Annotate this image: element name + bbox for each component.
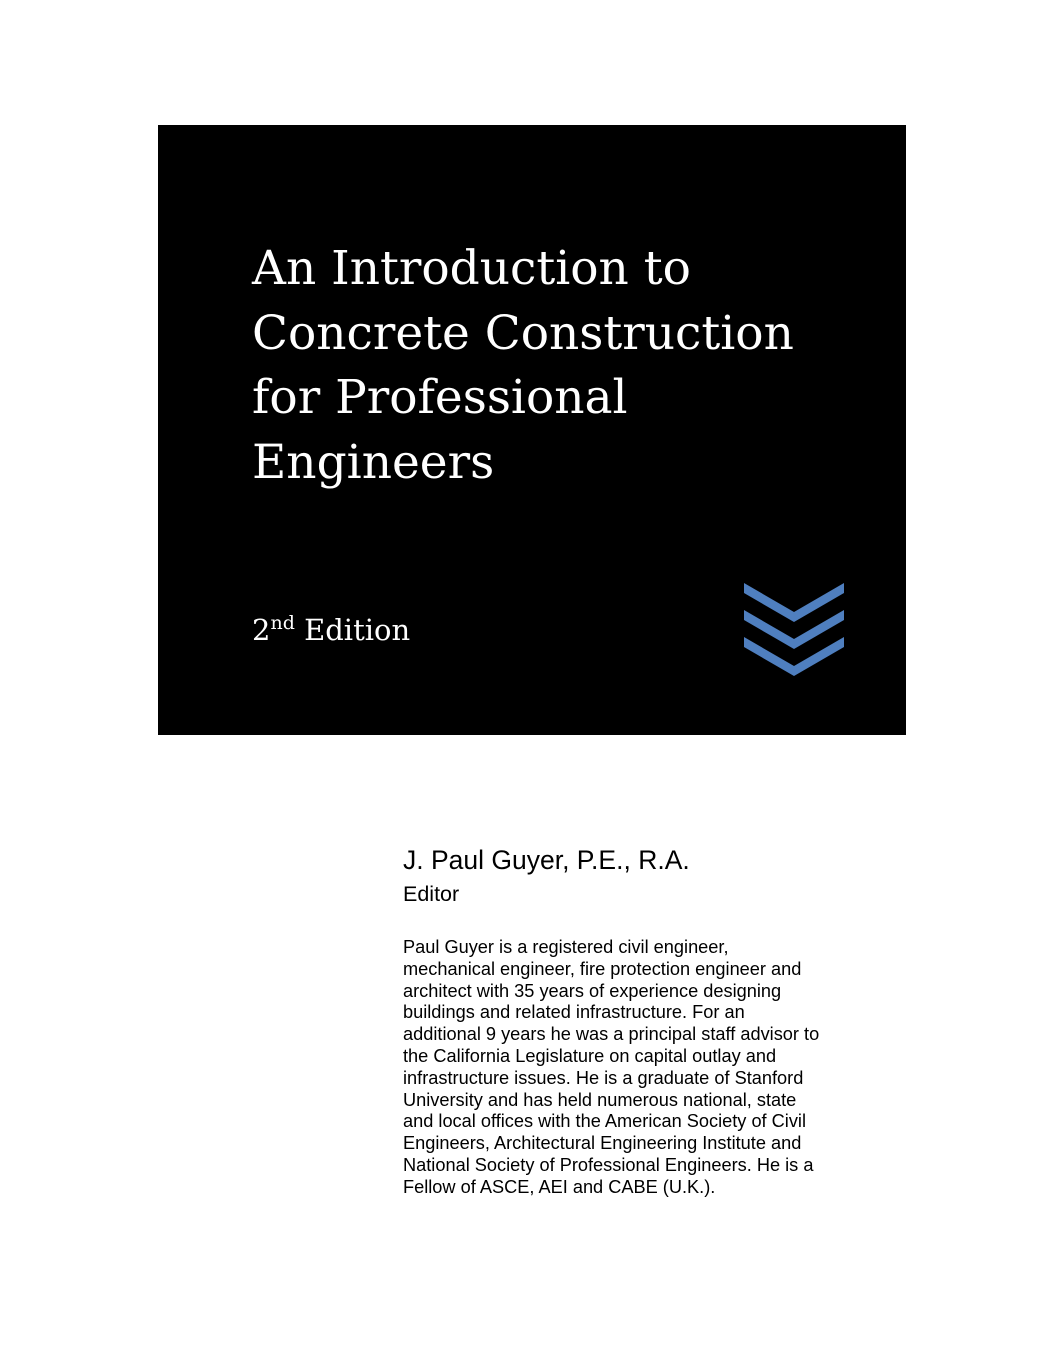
bio-line: the California Legislature on capital outlay and [403,1045,777,1066]
book-title [252,237,852,495]
author-name: J. Paul Guyer, P.E., R.A. [403,845,690,875]
book-title-line: for Professional [252,370,628,425]
edition-label [252,610,410,650]
book-title-line: Concrete Construction [252,305,794,361]
bio-line: Engineers, Architectural Engineering Institute and [403,1133,802,1154]
author-role: Editor [403,882,460,906]
bio-line: and local offices with the American Society of Civil [403,1111,807,1132]
bio-line: National Society of Professional Engineers. He is a [403,1154,814,1175]
author-block [403,842,863,1197]
book-title-line: An Introduction to [252,241,691,296]
bio-line: Fellow of ASCE, AEI and CABE (U.K.). [403,1176,716,1197]
bio-line: Paul Guyer is a registered civil engineer, [403,937,729,957]
book-title-line: Engineers [252,434,495,490]
bio-line: additional 9 years he was a principal staff advisor to [403,1024,820,1045]
triple-chevron-down-icon [744,583,844,678]
bio-line: University and has held numerous national, state [403,1089,797,1110]
bio-line: buildings and related infrastructure. For an [403,1002,745,1023]
bio-line: architect with 35 years of experience designing [403,980,782,1001]
edition-number: 2 [252,613,271,647]
edition-word: Edition [294,613,411,647]
edition-suffix: nd [270,612,295,634]
bio-line: mechanical engineer, fire protection engineer and [403,958,802,979]
author-bio [403,937,819,1199]
cover-panel [158,125,906,735]
bio-line: infrastructure issues. He is a graduate of Stanford [403,1067,804,1088]
